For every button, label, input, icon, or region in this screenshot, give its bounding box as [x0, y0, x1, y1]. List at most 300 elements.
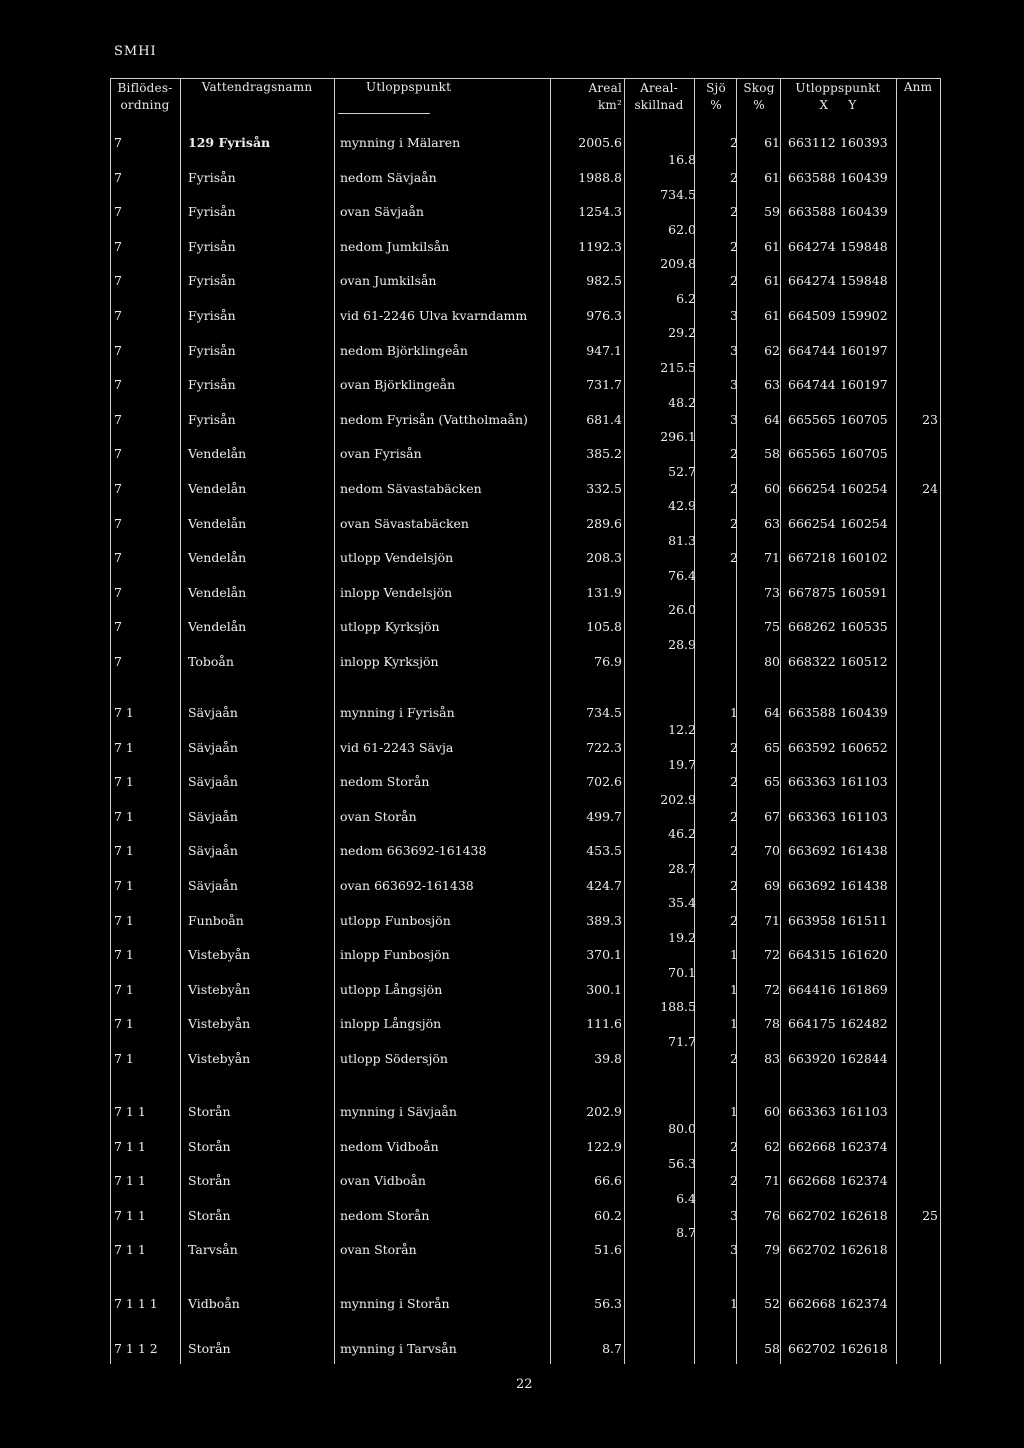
cell-areadiff: 46.2 — [668, 826, 696, 841]
cell-lake: 3 — [730, 1242, 738, 1257]
cell-areadiff: 56.3 — [668, 1156, 696, 1171]
cell-coord-y: 160439 — [840, 170, 888, 185]
cell-lake: 3 — [730, 377, 738, 392]
cell-outlet: ovan Storån — [340, 1242, 417, 1257]
cell-lake: 2 — [730, 809, 738, 824]
cell-areadiff: 29.2 — [668, 325, 696, 340]
cell-areadiff: 71.7 — [668, 1034, 696, 1049]
cell-coord-y: 160652 — [840, 740, 888, 755]
cell-area: 66.6 — [594, 1173, 622, 1188]
cell-areadiff: 8.7 — [676, 1225, 696, 1240]
cell-outlet: utlopp Kyrksjön — [340, 619, 440, 634]
cell-area: 300.1 — [586, 982, 622, 997]
cell-outlet: utlopp Långsjön — [340, 982, 443, 997]
cell-coord-y: 162374 — [840, 1139, 888, 1154]
cell-forest: 75 — [764, 619, 780, 634]
cell-coord-x: 663363 — [788, 774, 836, 789]
cell-order: 7 1 — [114, 809, 134, 824]
cell-coord-y: 160705 — [840, 412, 888, 427]
cell-areadiff: 35.4 — [668, 895, 696, 910]
cell-area: 731.7 — [586, 377, 622, 392]
cell-order: 7 1 — [114, 774, 134, 789]
cell-area: 1254.3 — [578, 204, 622, 219]
cell-areadiff: 6.2 — [676, 291, 696, 306]
cell-coord-y: 159848 — [840, 273, 888, 288]
cell-name: Sävjaån — [188, 740, 238, 755]
cell-order: 7 — [114, 446, 122, 461]
cell-lake: 2 — [730, 1139, 738, 1154]
cell-area: 722.3 — [586, 740, 622, 755]
cell-area: 453.5 — [586, 843, 622, 858]
cell-lake: 3 — [730, 412, 738, 427]
header-mark: SMHI — [114, 44, 157, 59]
cell-coord-x: 665565 — [788, 412, 836, 427]
column-divider — [110, 78, 111, 1364]
cell-order: 7 1 1 2 — [114, 1341, 158, 1356]
outlet-header-underline — [338, 113, 430, 114]
cell-order: 7 1 — [114, 878, 134, 893]
column-divider — [940, 78, 941, 1364]
cell-name: Fyrisån — [188, 377, 236, 392]
cell-outlet: nedom Jumkilsån — [340, 239, 450, 254]
cell-name: Funboån — [188, 913, 244, 928]
cell-order: 7 — [114, 585, 122, 600]
cell-forest: 64 — [764, 412, 780, 427]
cell-coord-x: 663363 — [788, 809, 836, 824]
cell-lake: 1 — [730, 947, 738, 962]
cell-lake: 2 — [730, 481, 738, 496]
cell-lake: 1 — [730, 982, 738, 997]
cell-area: 208.3 — [586, 550, 622, 565]
cell-area: 424.7 — [586, 878, 622, 893]
cell-coord-x: 662702 — [788, 1341, 836, 1356]
cell-coord-x: 664274 — [788, 273, 836, 288]
cell-coord-y: 162618 — [840, 1341, 888, 1356]
cell-coord-x: 662668 — [788, 1139, 836, 1154]
cell-forest: 59 — [764, 204, 780, 219]
cell-forest: 70 — [764, 843, 780, 858]
cell-name: Storån — [188, 1341, 231, 1356]
cell-coord-y: 161438 — [840, 843, 888, 858]
col-header-lake: Sjö % — [706, 81, 726, 112]
cell-coord-x: 664274 — [788, 239, 836, 254]
cell-area: 370.1 — [586, 947, 622, 962]
cell-name: Storån — [188, 1173, 231, 1188]
cell-lake: 2 — [730, 170, 738, 185]
cell-coord-y: 160591 — [840, 585, 888, 600]
cell-note: 25 — [922, 1208, 938, 1223]
cell-coord-y: 160439 — [840, 204, 888, 219]
cell-order: 7 1 1 — [114, 1104, 146, 1119]
cell-name: Tobоån — [188, 654, 234, 669]
cell-area: 2005.6 — [578, 135, 622, 150]
cell-lake: 1 — [730, 1104, 738, 1119]
cell-coord-y: 161103 — [840, 1104, 888, 1119]
cell-outlet: nedom Vidboån — [340, 1139, 439, 1154]
cell-forest: 67 — [764, 809, 780, 824]
cell-outlet: mynning i Tarvsån — [340, 1341, 457, 1356]
cell-lake: 2 — [730, 204, 738, 219]
cell-order: 7 — [114, 204, 122, 219]
column-divider — [780, 78, 781, 1364]
cell-coord-x: 663692 — [788, 878, 836, 893]
cell-lake: 2 — [730, 516, 738, 531]
cell-forest: 83 — [764, 1051, 780, 1066]
cell-area: 1192.3 — [578, 239, 622, 254]
cell-areadiff: 19.2 — [668, 930, 696, 945]
cell-outlet: nedom 663692-161438 — [340, 843, 487, 858]
cell-area: 60.2 — [594, 1208, 622, 1223]
cell-area: 39.8 — [594, 1051, 622, 1066]
cell-coord-x: 662702 — [788, 1208, 836, 1223]
cell-order: 7 1 — [114, 1051, 134, 1066]
cell-area: 1988.8 — [578, 170, 622, 185]
cell-lake: 2 — [730, 239, 738, 254]
cell-name: Sävjaån — [188, 705, 238, 720]
cell-order: 7 — [114, 170, 122, 185]
cell-forest: 60 — [764, 1104, 780, 1119]
cell-name: Vendelån — [188, 481, 247, 496]
cell-name: Sävjaån — [188, 774, 238, 789]
cell-name: Fyrisån — [188, 412, 236, 427]
cell-coord-y: 160254 — [840, 516, 888, 531]
column-divider — [736, 78, 737, 1364]
cell-area: 332.5 — [586, 481, 622, 496]
cell-coord-y: 162374 — [840, 1296, 888, 1311]
cell-lake: 3 — [730, 343, 738, 358]
cell-outlet: mynning i Sävjaån — [340, 1104, 457, 1119]
cell-name: Vendelån — [188, 619, 247, 634]
col-header-note: Anm — [903, 80, 933, 94]
cell-outlet: inlopp Vendelsjön — [340, 585, 453, 600]
column-divider — [334, 78, 335, 1364]
cell-name: Vendelån — [188, 550, 247, 565]
cell-coord-y: 161103 — [840, 809, 888, 824]
cell-outlet: nedom Björklingeån — [340, 343, 468, 358]
cell-coord-x: 664175 — [788, 1016, 836, 1031]
cell-lake: 2 — [730, 1051, 738, 1066]
cell-outlet: nedom Storån — [340, 1208, 430, 1223]
cell-coord-y: 161869 — [840, 982, 888, 997]
cell-coord-x: 668262 — [788, 619, 836, 634]
cell-lake: 2 — [730, 446, 738, 461]
cell-coord-y: 161620 — [840, 947, 888, 962]
cell-outlet: ovan Storån — [340, 809, 417, 824]
cell-forest: 71 — [764, 913, 780, 928]
cell-coord-y: 162482 — [840, 1016, 888, 1031]
cell-coord-x: 664509 — [788, 308, 836, 323]
cell-name: Vendelån — [188, 516, 247, 531]
cell-area: 51.6 — [594, 1242, 622, 1257]
cell-outlet: ovan 663692-161438 — [340, 878, 474, 893]
cell-coord-y: 160393 — [840, 135, 888, 150]
cell-name: Vendelån — [188, 446, 247, 461]
cell-outlet: utlopp Funbosjön — [340, 913, 451, 928]
cell-areadiff: 81.3 — [668, 533, 696, 548]
cell-order: 7 — [114, 516, 122, 531]
cell-coord-y: 159848 — [840, 239, 888, 254]
cell-area: 76.9 — [594, 654, 622, 669]
cell-name: Vistebyån — [188, 1051, 251, 1066]
cell-name: Vendelån — [188, 585, 247, 600]
cell-lake: 2 — [730, 740, 738, 755]
cell-outlet: utlopp Södersjön — [340, 1051, 448, 1066]
col-header-area: Areal km² — [588, 81, 622, 112]
cell-coord-x: 663112 — [788, 135, 836, 150]
cell-areadiff: 76.4 — [668, 568, 696, 583]
cell-area: 976.3 — [586, 308, 622, 323]
cell-forest: 76 — [764, 1208, 780, 1223]
cell-forest: 62 — [764, 1139, 780, 1154]
cell-coord-y: 160512 — [840, 654, 888, 669]
cell-areadiff: 296.1 — [660, 429, 696, 444]
cell-order: 7 1 — [114, 843, 134, 858]
cell-outlet: ovan Sävjaån — [340, 204, 424, 219]
cell-forest: 61 — [764, 273, 780, 288]
cell-coord-x: 667875 — [788, 585, 836, 600]
cell-name: Storån — [188, 1139, 231, 1154]
cell-coord-x: 662668 — [788, 1296, 836, 1311]
cell-forest: 71 — [764, 550, 780, 565]
cell-forest: 73 — [764, 585, 780, 600]
cell-lake: 3 — [730, 1208, 738, 1223]
cell-name: Sävjaån — [188, 843, 238, 858]
cell-area: 131.9 — [586, 585, 622, 600]
column-divider — [180, 78, 181, 1364]
cell-forest: 60 — [764, 481, 780, 496]
cell-name: Vidboån — [188, 1296, 240, 1311]
cell-outlet: inlopp Kyrksjön — [340, 654, 439, 669]
cell-name: 129 Fyrisån — [188, 135, 271, 150]
cell-coord-x: 662668 — [788, 1173, 836, 1188]
cell-order: 7 — [114, 654, 122, 669]
col-header-coord: Utloppspunkt X Y — [795, 81, 881, 112]
cell-forest: 80 — [764, 654, 780, 669]
cell-note: 24 — [922, 481, 938, 496]
cell-order: 7 1 — [114, 982, 134, 997]
cell-coord-x: 668322 — [788, 654, 836, 669]
cell-area: 499.7 — [586, 809, 622, 824]
cell-coord-x: 663958 — [788, 913, 836, 928]
cell-coord-x: 663692 — [788, 843, 836, 858]
cell-name: Fyrisån — [188, 239, 236, 254]
cell-order: 7 1 — [114, 740, 134, 755]
cell-outlet: ovan Björklingeån — [340, 377, 456, 392]
cell-lake: 3 — [730, 308, 738, 323]
cell-areadiff: 28.9 — [668, 637, 696, 652]
cell-name: Vistebyån — [188, 947, 251, 962]
cell-name: Fyrisån — [188, 343, 236, 358]
cell-coord-y: 160254 — [840, 481, 888, 496]
cell-area: 681.4 — [586, 412, 622, 427]
cell-area: 982.5 — [586, 273, 622, 288]
cell-outlet: mynning i Fyrisån — [340, 705, 455, 720]
cell-coord-x: 663920 — [788, 1051, 836, 1066]
cell-area: 702.6 — [586, 774, 622, 789]
cell-forest: 52 — [764, 1296, 780, 1311]
cell-order: 7 1 — [114, 1016, 134, 1031]
cell-order: 7 1 1 — [114, 1242, 146, 1257]
cell-forest: 58 — [764, 1341, 780, 1356]
column-divider — [896, 78, 897, 1364]
cell-name: Storån — [188, 1104, 231, 1119]
cell-areadiff: 209.8 — [660, 256, 696, 271]
cell-forest: 72 — [764, 947, 780, 962]
cell-order: 7 1 1 — [114, 1173, 146, 1188]
cell-outlet: utlopp Vendelsjön — [340, 550, 454, 565]
cell-coord-x: 662702 — [788, 1242, 836, 1257]
cell-coord-y: 162618 — [840, 1242, 888, 1257]
cell-areadiff: 6.4 — [676, 1191, 696, 1206]
cell-order: 7 — [114, 412, 122, 427]
cell-coord-y: 162374 — [840, 1173, 888, 1188]
cell-order: 7 — [114, 377, 122, 392]
cell-order: 7 1 1 1 — [114, 1296, 158, 1311]
cell-order: 7 — [114, 308, 122, 323]
cell-forest: 71 — [764, 1173, 780, 1188]
cell-order: 7 — [114, 135, 122, 150]
cell-forest: 79 — [764, 1242, 780, 1257]
cell-order: 7 — [114, 343, 122, 358]
cell-order: 7 — [114, 619, 122, 634]
cell-coord-x: 666254 — [788, 516, 836, 531]
cell-order: 7 — [114, 550, 122, 565]
cell-lake: 1 — [730, 705, 738, 720]
cell-areadiff: 26.0 — [668, 602, 696, 617]
cell-outlet: mynning i Mälaren — [340, 135, 461, 150]
cell-outlet: ovan Vidboån — [340, 1173, 426, 1188]
cell-areadiff: 215.5 — [660, 360, 696, 375]
cell-lake: 2 — [730, 273, 738, 288]
cell-forest: 61 — [764, 135, 780, 150]
cell-coord-y: 160197 — [840, 343, 888, 358]
cell-coord-y: 162844 — [840, 1051, 888, 1066]
cell-outlet: vid 61-2243 Sävja — [340, 740, 454, 755]
cell-forest: 63 — [764, 516, 780, 531]
cell-coord-y: 161438 — [840, 878, 888, 893]
cell-areadiff: 62.0 — [668, 222, 696, 237]
cell-areadiff: 70.1 — [668, 965, 696, 980]
cell-name: Vistebyån — [188, 982, 251, 997]
cell-note: 23 — [922, 412, 938, 427]
cell-areadiff: 202.9 — [660, 792, 696, 807]
cell-order: 7 1 1 — [114, 1139, 146, 1154]
cell-lake: 2 — [730, 774, 738, 789]
cell-area: 111.6 — [586, 1016, 622, 1031]
cell-name: Fyrisån — [188, 308, 236, 323]
cell-outlet: inlopp Långsjön — [340, 1016, 442, 1031]
cell-order: 7 1 1 — [114, 1208, 146, 1223]
cell-coord-y: 160197 — [840, 377, 888, 392]
cell-forest: 61 — [764, 170, 780, 185]
cell-coord-y: 160439 — [840, 705, 888, 720]
cell-forest: 61 — [764, 239, 780, 254]
cell-forest: 58 — [764, 446, 780, 461]
cell-order: 7 1 — [114, 705, 134, 720]
cell-order: 7 — [114, 239, 122, 254]
cell-coord-x: 663588 — [788, 705, 836, 720]
cell-coord-y: 160535 — [840, 619, 888, 634]
cell-forest: 63 — [764, 377, 780, 392]
cell-name: Tarvsån — [188, 1242, 238, 1257]
cell-area: 122.9 — [586, 1139, 622, 1154]
cell-area: 202.9 — [586, 1104, 622, 1119]
cell-coord-x: 663363 — [788, 1104, 836, 1119]
cell-forest: 62 — [764, 343, 780, 358]
cell-areadiff: 42.9 — [668, 498, 696, 513]
cell-areadiff: 12.2 — [668, 722, 696, 737]
cell-outlet: nedom Storån — [340, 774, 430, 789]
cell-forest: 65 — [764, 740, 780, 755]
cell-lake: 1 — [730, 1016, 738, 1031]
cell-coord-y: 161511 — [840, 913, 888, 928]
cell-outlet: vid 61-2246 Ulva kvarndamm — [340, 308, 528, 323]
cell-areadiff: 80.0 — [668, 1121, 696, 1136]
col-header-name: Vattendragsnamn — [201, 80, 313, 94]
cell-area: 734.5 — [586, 705, 622, 720]
cell-order: 7 — [114, 481, 122, 496]
cell-lake: 2 — [730, 1173, 738, 1188]
cell-areadiff: 188.5 — [660, 999, 696, 1014]
cell-outlet: nedom Sävjaån — [340, 170, 437, 185]
cell-order: 7 1 — [114, 947, 134, 962]
cell-outlet: ovan Fyrisån — [340, 446, 422, 461]
cell-lake: 2 — [730, 913, 738, 928]
col-header-order: Biflödes- ordning — [117, 81, 173, 112]
cell-forest: 65 — [764, 774, 780, 789]
cell-name: Storån — [188, 1208, 231, 1223]
cell-lake: 1 — [730, 1296, 738, 1311]
cell-areadiff: 52.7 — [668, 464, 696, 479]
col-header-forest: Skog % — [743, 81, 775, 112]
cell-areadiff: 16.8 — [668, 152, 696, 167]
cell-coord-y: 162618 — [840, 1208, 888, 1223]
cell-coord-x: 664416 — [788, 982, 836, 997]
cell-area: 947.1 — [586, 343, 622, 358]
col-header-outlet: Utloppspunkt — [366, 80, 452, 94]
cell-name: Fyrisån — [188, 170, 236, 185]
cell-lake: 2 — [730, 135, 738, 150]
cell-area: 385.2 — [586, 446, 622, 461]
column-divider — [550, 78, 551, 1364]
cell-outlet: ovan Jumkilsån — [340, 273, 437, 288]
cell-areadiff: 48.2 — [668, 395, 696, 410]
cell-forest: 69 — [764, 878, 780, 893]
cell-lake: 2 — [730, 843, 738, 858]
cell-name: Fyrisån — [188, 273, 236, 288]
cell-coord-x: 663588 — [788, 204, 836, 219]
cell-outlet: ovan Sävastabäcken — [340, 516, 469, 531]
cell-coord-y: 159902 — [840, 308, 888, 323]
cell-lake: 2 — [730, 550, 738, 565]
column-divider — [624, 78, 625, 1364]
cell-name: Sävjaån — [188, 809, 238, 824]
cell-lake: 2 — [730, 878, 738, 893]
cell-coord-x: 664744 — [788, 343, 836, 358]
cell-coord-x: 664744 — [788, 377, 836, 392]
cell-coord-x: 667218 — [788, 550, 836, 565]
cell-name: Sävjaån — [188, 878, 238, 893]
cell-coord-x: 663592 — [788, 740, 836, 755]
table-top-border — [110, 78, 940, 79]
page-number: 22 — [516, 1377, 533, 1392]
cell-areadiff: 734.5 — [660, 187, 696, 202]
cell-outlet: inlopp Funbosjön — [340, 947, 450, 962]
cell-forest: 61 — [764, 308, 780, 323]
cell-area: 105.8 — [586, 619, 622, 634]
cell-coord-x: 664315 — [788, 947, 836, 962]
cell-outlet: nedom Sävastabäcken — [340, 481, 482, 496]
